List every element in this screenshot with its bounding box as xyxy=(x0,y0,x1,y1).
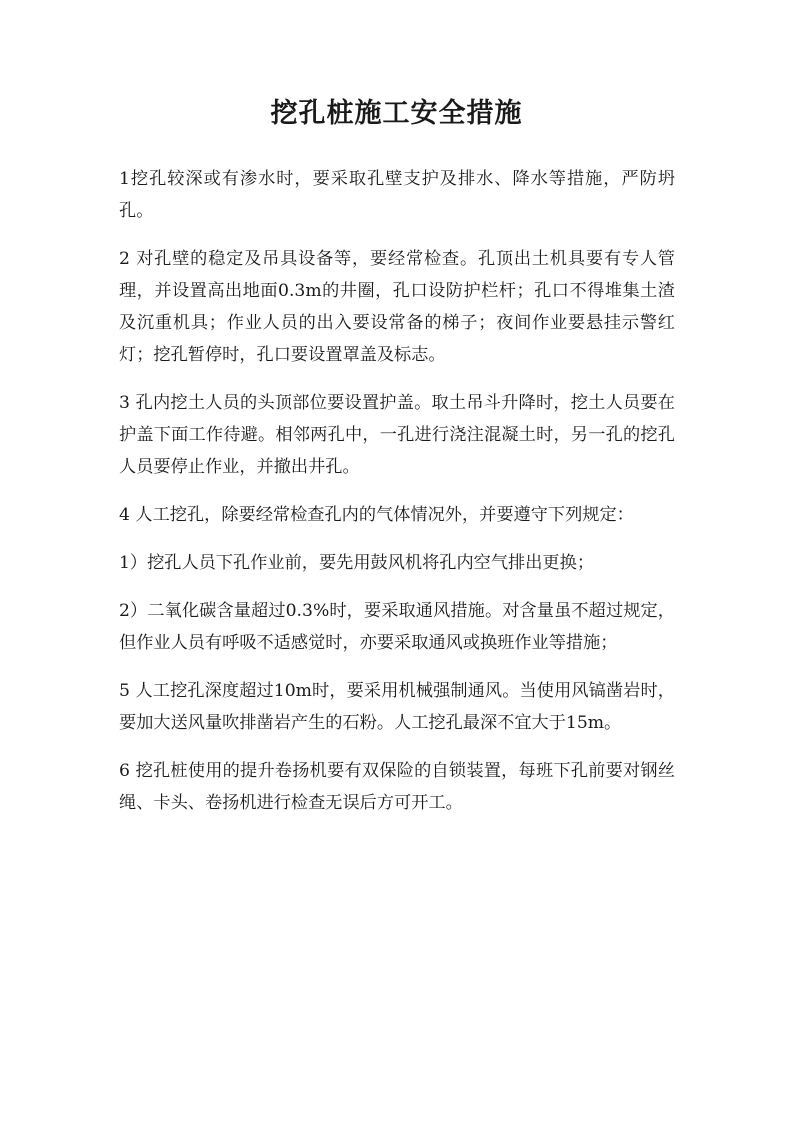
paragraph-4-item-1: 1）挖孔人员下孔作业前，要先用鼓风机将孔内空气排出更换； xyxy=(119,553,595,573)
paragraph-4: 4 人工挖孔，除要经常检查孔内的气体情况外，并要遵守下列规定： xyxy=(119,505,634,525)
paragraph-5: 5 人工挖孔深度超过10m时，要采用机械强制通风。当使用风镐凿岩时，要加大送风量吹排凿岩产生的石粉。人工挖孔最深不宜大于15m。 xyxy=(119,681,675,733)
paragraph-6: 6 挖孔桩使用的提升卷扬机要有双保险的自锁装置，每班下孔前要对钢丝绳、卡头、卷扬机进行检查无误后方可开工。 xyxy=(119,761,675,813)
document-title: 挖孔桩施工安全措施 xyxy=(270,98,523,129)
paragraph-2: 2 对孔壁的稳定及吊具设备等，要经常检查。孔顶出土机具要有专人管理，并设置高出地面0.3m的井圈，孔口设防护栏杆；孔口不得堆集土渣及沉重机具；作业人员的出入要设常备的梯子；夜间作业要悬挂示警红灯；挖孔暂停时，孔口要设置罩盖及标志。 xyxy=(119,249,675,365)
paragraph-1: 1挖孔较深或有渗水时，要采取孔壁支护及排水、降水等措施，严防坍孔。 xyxy=(119,169,675,221)
paragraph-4-item-2: 2）二氧化碳含量超过0.3%时，要采取通风措施。对含量虽不超过规定，但作业人员有呼吸不适感觉时，亦要采取通风或换班作业等措施； xyxy=(119,601,675,653)
document-body xyxy=(119,163,675,835)
paragraph-3: 3 孔内挖土人员的头顶部位要设置护盖。取土吊斗升降时，挖土人员要在护盖下面工作待避。相邻两孔中，一孔进行浇注混凝土时，另一孔的挖孔人员要停止作业，并撤出井孔。 xyxy=(119,393,675,477)
